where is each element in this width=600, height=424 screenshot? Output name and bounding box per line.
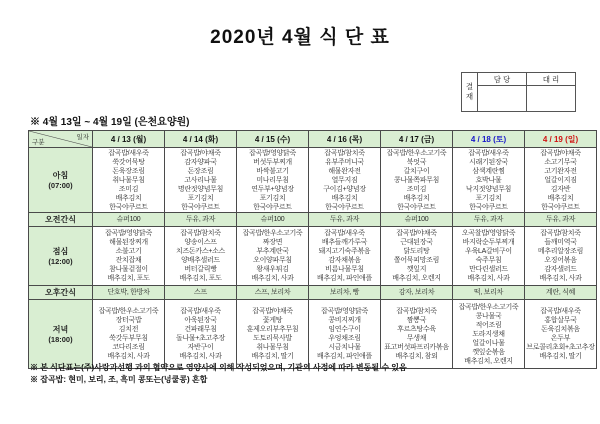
- menu-item: 배추김치, 참외: [395, 353, 438, 360]
- menu-item: 적어조림: [475, 321, 502, 329]
- menu-item: 스프: [194, 289, 207, 296]
- menu-item: 유부주머니국: [325, 158, 364, 166]
- row-label-text: 오후간식: [45, 288, 76, 297]
- menu-item: 한국야쿠르트: [469, 203, 508, 211]
- menu-item: 소고기무국: [544, 158, 577, 166]
- breakfast-sun-cell: [525, 148, 597, 213]
- menu-item: 잡곡밥/새우죽: [180, 308, 221, 315]
- menu-item: 쑥갓어묵탕: [112, 158, 145, 166]
- dinner-thu-cell: [309, 300, 381, 369]
- menu-item: 깻잎순볶음: [472, 348, 505, 356]
- menu-item: 장터국밥: [115, 317, 142, 324]
- menu-item: 배추김치, 포도: [107, 275, 150, 282]
- lunch-tue-cell: [165, 227, 237, 286]
- row-label-time: (07:00): [48, 181, 73, 190]
- breakfast-wed-cell: [237, 148, 309, 213]
- menu-item: 두유, 과자: [473, 216, 504, 223]
- menu-item: 오이양파무침: [253, 257, 292, 264]
- lunch-sat-cell: [453, 227, 525, 286]
- menu-item: 배추김치, 사과: [179, 353, 222, 360]
- lunch-thu-cell: [309, 227, 381, 286]
- menu-item: 오징어볶음: [544, 257, 577, 264]
- menu-item: 배추김치, 사과: [467, 275, 510, 282]
- menu-item: 잡곡밥/참치죽: [396, 308, 437, 315]
- approval-signature-damdang: [478, 86, 527, 112]
- menu-item: 닭도리탕: [403, 248, 430, 255]
- menu-item: 구이김+양념장: [323, 185, 366, 193]
- menu-item: 배추김치, 파인애플: [317, 275, 372, 282]
- menu-item: 잡곡밥/참치죽: [540, 230, 581, 237]
- menu-item: 취나물무침: [112, 176, 145, 184]
- menu-item: 낙지젓양념무침: [465, 185, 512, 193]
- approval-label-text: 결재: [465, 82, 474, 101]
- row-label-breakfast: [29, 148, 93, 213]
- menu-item: 해물된장찌개: [109, 239, 148, 246]
- menu-item: 배추김치: [547, 194, 574, 202]
- menu-item: 조미김: [118, 185, 139, 193]
- menu-item: 배추김치, 사과: [107, 353, 150, 360]
- menu-item: 얼갈이나물: [472, 339, 505, 347]
- menu-item: 배추김치, 딸기: [539, 353, 582, 360]
- menu-item: 메추리알장조림: [537, 248, 584, 255]
- menu-item: 단호박, 한방차: [107, 289, 150, 296]
- menu-item: 잡곡밥/영양닭죽: [105, 230, 152, 237]
- menu-item: 부추계란국: [256, 248, 289, 255]
- pm-snack-thu-cell: [309, 286, 381, 300]
- menu-item: 꽃게탕: [262, 317, 283, 324]
- lunch-mon-cell: [93, 227, 165, 286]
- menu-item: 건파래무침: [184, 326, 217, 333]
- approval-label: [462, 73, 478, 112]
- menu-item: 배추김치, 오렌지: [464, 357, 513, 365]
- menu-item: 짜장면: [262, 239, 283, 246]
- menu-item: 무생채: [406, 335, 427, 342]
- date-header-sun: 4 / 19 (일): [525, 131, 597, 148]
- menu-item: 시래기된장국: [469, 158, 508, 166]
- menu-item: 해물완자전: [328, 167, 361, 175]
- menu-item: 계란, 식혜: [545, 289, 576, 296]
- am-snack-mon-cell: [93, 213, 165, 227]
- breakfast-thu-cell: [309, 148, 381, 213]
- row-label-time: (18:00): [48, 335, 73, 344]
- dinner-wed-cell: [237, 300, 309, 369]
- menu-item: 배추김치, 사과: [539, 275, 582, 282]
- menu-item: 도라지생채: [472, 330, 505, 338]
- menu-item: 잡곡밥/새우죽: [468, 149, 509, 157]
- menu-item: 취나물무침: [256, 344, 289, 351]
- dinner-sat-cell: [453, 300, 525, 369]
- menu-item: 떡, 보리차: [473, 289, 504, 296]
- menu-item: 돈육장조림: [112, 167, 145, 175]
- approval-box: [461, 72, 576, 112]
- page-title: 2020년 4월 식 단 표: [210, 27, 390, 48]
- dinner-sun-cell: [525, 300, 597, 369]
- menu-item: 보리차, 빵: [329, 289, 360, 296]
- row-label-text: 아침: [52, 171, 69, 180]
- menu-item: 두유, 과자: [545, 216, 576, 223]
- approval-col-damdang: 담 당: [478, 73, 527, 86]
- menu-item: 포기김치: [187, 194, 214, 202]
- menu-item: 잡곡밥/야채죽: [252, 308, 293, 315]
- menu-item: 훈제오리부추무침: [246, 326, 299, 333]
- menu-item: 짬뽕국: [406, 317, 427, 324]
- row-label-time: (12:00): [48, 257, 73, 266]
- menu-item: 홍합살무국: [544, 317, 577, 324]
- menu-item: 콩나물국: [475, 312, 502, 320]
- menu-item: 잡곡밥/새우죽: [108, 149, 149, 157]
- menu-item: 한국야쿠르트: [109, 203, 148, 211]
- menu-item: 잔치잡채: [115, 257, 142, 264]
- menu-item: 배추김치, 딸기: [251, 353, 294, 360]
- corner-label-category: 구분: [32, 139, 45, 146]
- row-label-text: 점심: [52, 247, 69, 256]
- menu-item: 잡곡밥/영양닭죽: [321, 308, 368, 315]
- menu-item: 쑥갓두부무침: [109, 335, 148, 342]
- menu-item: 배추김치: [403, 194, 430, 202]
- pm-snack-wed-cell: [237, 286, 309, 300]
- breakfast-sat-cell: [453, 148, 525, 213]
- menu-item: 삼색계란찜: [472, 167, 505, 175]
- menu-item: 소불고기: [115, 248, 142, 255]
- lunch-sun-cell: [525, 227, 597, 286]
- menu-item: 잡곡밥/새우죽: [540, 308, 581, 315]
- menu-item: 콩나물쪽파무침: [393, 176, 440, 184]
- menu-item: 양송이스프: [184, 239, 217, 246]
- date-header-tue: 4 / 14 (화): [165, 131, 237, 148]
- am-snack-sat-cell: [453, 213, 525, 227]
- approval-signature-daeri: [527, 86, 576, 112]
- menu-item: 잡곡밥/야채죽: [180, 149, 221, 157]
- menu-item: 돼지고기숙주볶음: [318, 248, 371, 255]
- menu-item: 연두부+양념장: [251, 185, 294, 193]
- am-snack-thu-cell: [309, 213, 381, 227]
- menu-item: 브로콜리초회+초고추장: [526, 344, 595, 351]
- menu-item: 돈장조림: [187, 167, 214, 175]
- menu-item: 버터갈릭빵: [184, 266, 217, 273]
- menu-item: 바싹불고기: [256, 167, 289, 175]
- am-snack-sun-cell: [525, 213, 597, 227]
- menu-item: 만다린샐러드: [469, 266, 508, 273]
- menu-item: 슈퍼100: [404, 216, 429, 223]
- menu-item: 미나리무침: [256, 176, 289, 184]
- menu-item: 명란젓양념무침: [177, 185, 224, 193]
- menu-item: 왕새우튀김: [256, 266, 289, 273]
- menu-item: 한국야쿠르트: [325, 203, 364, 211]
- row-label-text: 오전간식: [45, 215, 76, 224]
- date-header-fri: 4 / 17 (금): [381, 131, 453, 148]
- menu-item: 비름나물무침: [325, 266, 364, 273]
- menu-item: 자반구이: [187, 344, 214, 351]
- menu-item: 감자, 보리차: [398, 289, 435, 296]
- date-range-subtitle: ※ 4월 13일 ~ 4월 19일 (은천요양원): [30, 117, 190, 128]
- lunch-wed-cell: [237, 227, 309, 286]
- menu-item: 감자양파국: [184, 158, 217, 166]
- breakfast-tue-cell: [165, 148, 237, 213]
- menu-item: 시금치나물: [328, 344, 361, 351]
- menu-item: 잡곡밥/참치죽: [180, 230, 221, 237]
- pm-snack-sun-cell: [525, 286, 597, 300]
- pm-snack-mon-cell: [93, 286, 165, 300]
- menu-item: 아욱된장국: [184, 317, 217, 324]
- menu-item: 조미김: [406, 185, 427, 193]
- menu-item: 숙주무침: [475, 257, 502, 264]
- menu-item: 도토리묵사발: [253, 335, 292, 342]
- date-header-thu: 4 / 16 (목): [309, 131, 381, 148]
- menu-item: 잡곡밥/영양닭죽: [249, 149, 296, 157]
- menu-item: 북엇국: [406, 158, 427, 166]
- menu-item: 근대된장국: [400, 239, 433, 246]
- menu-item: 잡곡밥/한우소고기죽: [458, 303, 519, 311]
- menu-item: 버섯두부찌개: [253, 158, 292, 166]
- menu-item: 배추들깨가루국: [321, 239, 368, 246]
- menu-item: 한국야쿠르트: [541, 203, 580, 211]
- menu-item: 김치전: [118, 326, 139, 333]
- breakfast-fri-cell: [381, 148, 453, 213]
- menu-item: 잡곡밥/참치죽: [324, 149, 365, 157]
- footnotes: [30, 362, 407, 386]
- menu-item: 후르츠탕수육: [397, 326, 436, 333]
- menu-item: 얼갈이지짐: [544, 176, 577, 184]
- menu-item: 슈퍼100: [260, 216, 285, 223]
- breakfast-mon-cell: [93, 148, 165, 213]
- row-label-lunch: [29, 227, 93, 286]
- menu-item: 돌나물+초고추장: [175, 335, 226, 342]
- menu-item: 우엉채조림: [328, 335, 361, 342]
- menu-item: 슈퍼100: [116, 216, 141, 223]
- menu-item: 배추김치, 포도: [179, 275, 222, 282]
- menu-item: 잡곡밥/한우소고기죽: [386, 149, 447, 157]
- menu-item: 임연수구이: [328, 326, 361, 333]
- menu-item: 갈치구이: [403, 167, 430, 175]
- dinner-mon-cell: [93, 300, 165, 369]
- pm-snack-fri-cell: [381, 286, 453, 300]
- pm-snack-tue-cell: [165, 286, 237, 300]
- menu-item: 고사리나물: [184, 176, 217, 184]
- menu-item: 깻잎지: [406, 266, 427, 273]
- menu-item: 고기완자전: [544, 167, 577, 175]
- am-snack-tue-cell: [165, 213, 237, 227]
- menu-item: 스프, 보리차: [254, 289, 291, 296]
- menu-item: 감자채볶음: [328, 257, 361, 264]
- menu-item: 우육LA갈비구이: [465, 248, 512, 255]
- menu-item: 두유, 과자: [329, 216, 360, 223]
- corner-label-date: 일자: [76, 134, 89, 141]
- menu-item: 잡곡밥/야채죽: [396, 230, 437, 237]
- menu-item: 콩비지찌개: [328, 317, 361, 324]
- menu-item: 표고버섯파프리카볶음: [384, 344, 449, 351]
- menu-item: 한국야쿠르트: [397, 203, 436, 211]
- row-label-am-snack: [29, 213, 93, 227]
- menu-item: 돈육김치볶음: [541, 326, 580, 333]
- approval-col-daeri: 대 리: [527, 73, 576, 86]
- menu-item: 양배추샐러드: [181, 257, 220, 264]
- menu-item: 잡곡밥/한우소고기죽: [242, 230, 303, 237]
- dinner-tue-cell: [165, 300, 237, 369]
- menu-item: 쫄어묵피망조림: [393, 257, 440, 264]
- menu-item: 배추김치, 오렌지: [392, 275, 441, 282]
- menu-item: 호박나물: [475, 176, 502, 184]
- menu-item: 잡곡밥/한우소고기죽: [98, 308, 159, 315]
- am-snack-fri-cell: [381, 213, 453, 227]
- menu-item: 참나물겉절이: [109, 266, 148, 273]
- row-label-dinner: [29, 300, 93, 369]
- menu-item: 포기김치: [475, 194, 502, 202]
- date-header-wed: 4 / 15 (수): [237, 131, 309, 148]
- footnote-agreement: ※ 본 식단표는(주)사랑과선행 과의 협약으로 영양사에 의해 작성되었으며, 기관의 사정에 따라 변동될 수 있음: [30, 363, 407, 372]
- pm-snack-sat-cell: [453, 286, 525, 300]
- menu-item: 한국야쿠르트: [181, 203, 220, 211]
- dinner-fri-cell: [381, 300, 453, 369]
- menu-item: 코다리조림: [112, 344, 145, 351]
- menu-item: 잡곡밥/야채죽: [540, 149, 581, 157]
- menu-item: 두유, 과자: [185, 216, 216, 223]
- menu-item: 한국야쿠르트: [253, 203, 292, 211]
- date-header-mon: 4 / 13 (월): [93, 131, 165, 148]
- menu-table: [28, 130, 597, 369]
- menu-item: 배추김치, 사과: [251, 275, 294, 282]
- footnote-grain-mix: ※ 잡곡밥: 현미, 보리, 조, 흑미 콩또는(넝쿨콩) 혼합: [30, 375, 208, 384]
- row-label-pm-snack: [29, 286, 93, 300]
- row-label-text: 저녁: [52, 325, 69, 334]
- date-header-sat: 4 / 18 (토): [453, 131, 525, 148]
- lunch-fri-cell: [381, 227, 453, 286]
- menu-item: 배추김치: [331, 194, 358, 202]
- menu-item: 열무지짐: [331, 176, 358, 184]
- menu-item: 잡곡밥/새우죽: [324, 230, 365, 237]
- menu-item: 오곡찰밥/영양닭죽: [461, 230, 516, 237]
- menu-item: 치즈돈카스+소스: [175, 248, 226, 255]
- menu-item: 포기김치: [259, 194, 286, 202]
- menu-item: 배추김치, 파인애플: [317, 353, 372, 360]
- menu-item: 바지락순두부찌개: [462, 239, 515, 246]
- menu-item: 감자샐러드: [544, 266, 577, 273]
- menu-item: 배추김치: [115, 194, 142, 202]
- am-snack-wed-cell: [237, 213, 309, 227]
- menu-item: 김자반: [550, 185, 571, 193]
- corner-cell: [29, 131, 93, 148]
- menu-item: 온두부: [550, 335, 571, 342]
- menu-item: 들깨미역국: [544, 239, 577, 246]
